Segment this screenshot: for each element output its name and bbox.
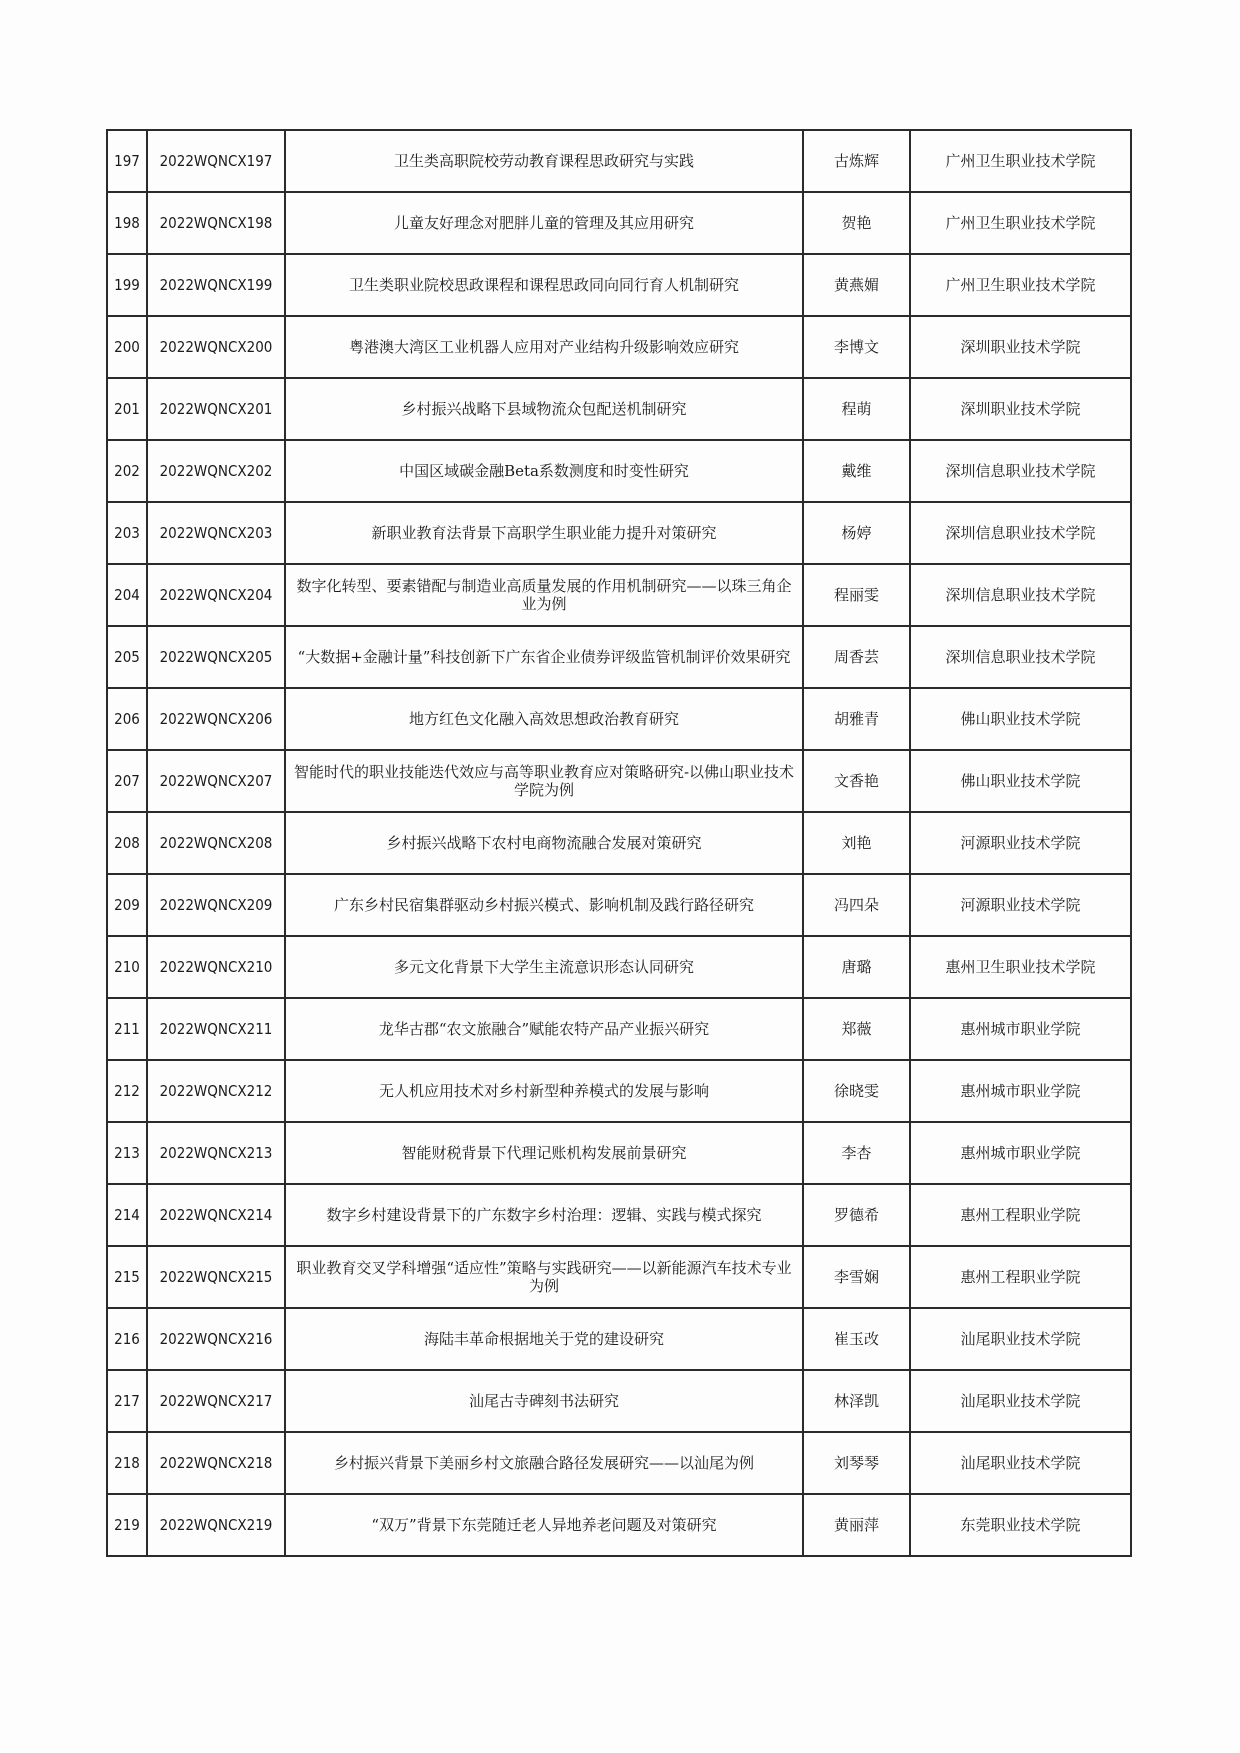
row-number: 219	[107, 1494, 147, 1556]
row-number: 210	[107, 936, 147, 998]
project-leader: 黄丽萍	[803, 1494, 910, 1556]
project-code: 2022WQNCX208	[147, 812, 285, 874]
table-row	[107, 378, 1131, 440]
project-leader: 文香艳	[803, 750, 910, 812]
project-code: 2022WQNCX213	[147, 1122, 285, 1184]
project-title: 智能财税背景下代理记账机构发展前景研究	[285, 1122, 803, 1184]
table-row	[107, 936, 1131, 998]
project-title: 多元文化背景下大学生主流意识形态认同研究	[285, 936, 803, 998]
project-code: 2022WQNCX206	[147, 688, 285, 750]
project-leader: 古炼辉	[803, 130, 910, 192]
project-title: 中国区域碳金融Beta系数测度和时变性研究	[285, 440, 803, 502]
school-name: 佛山职业技术学院	[910, 750, 1131, 812]
project-leader: 徐晓雯	[803, 1060, 910, 1122]
project-leader: 刘琴琴	[803, 1432, 910, 1494]
school-name: 深圳信息职业技术学院	[910, 440, 1131, 502]
table-row	[107, 1370, 1131, 1432]
school-name: 惠州工程职业学院	[910, 1246, 1131, 1308]
project-leader: 罗德希	[803, 1184, 910, 1246]
project-leader: 林泽凯	[803, 1370, 910, 1432]
row-number: 202	[107, 440, 147, 502]
school-name: 东莞职业技术学院	[910, 1494, 1131, 1556]
row-number: 209	[107, 874, 147, 936]
table-row	[107, 812, 1131, 874]
project-code: 2022WQNCX205	[147, 626, 285, 688]
school-name: 深圳职业技术学院	[910, 378, 1131, 440]
row-number: 197	[107, 130, 147, 192]
table-row	[107, 626, 1131, 688]
school-name: 广州卫生职业技术学院	[910, 254, 1131, 316]
school-name: 汕尾职业技术学院	[910, 1432, 1131, 1494]
table-row	[107, 502, 1131, 564]
project-code: 2022WQNCX211	[147, 998, 285, 1060]
table-row	[107, 130, 1131, 192]
row-number: 205	[107, 626, 147, 688]
project-code: 2022WQNCX214	[147, 1184, 285, 1246]
table-body	[107, 130, 1131, 1556]
project-leader: 李杏	[803, 1122, 910, 1184]
project-code: 2022WQNCX216	[147, 1308, 285, 1370]
project-code: 2022WQNCX209	[147, 874, 285, 936]
project-code: 2022WQNCX198	[147, 192, 285, 254]
project-leader: 李博文	[803, 316, 910, 378]
school-name: 广州卫生职业技术学院	[910, 130, 1131, 192]
project-code: 2022WQNCX207	[147, 750, 285, 812]
row-number: 214	[107, 1184, 147, 1246]
project-code: 2022WQNCX217	[147, 1370, 285, 1432]
school-name: 佛山职业技术学院	[910, 688, 1131, 750]
table-row	[107, 1184, 1131, 1246]
school-name: 惠州城市职业学院	[910, 998, 1131, 1060]
project-title: “双万”背景下东莞随迁老人异地养老问题及对策研究	[285, 1494, 803, 1556]
project-title: 乡村振兴背景下美丽乡村文旅融合路径发展研究——以汕尾为例	[285, 1432, 803, 1494]
school-name: 汕尾职业技术学院	[910, 1370, 1131, 1432]
school-name: 惠州城市职业学院	[910, 1122, 1131, 1184]
school-name: 深圳信息职业技术学院	[910, 564, 1131, 626]
school-name: 惠州卫生职业技术学院	[910, 936, 1131, 998]
project-code: 2022WQNCX202	[147, 440, 285, 502]
project-title: 数字化转型、要素错配与制造业高质量发展的作用机制研究——以珠三角企业为例	[285, 564, 803, 626]
project-leader: 唐璐	[803, 936, 910, 998]
project-leader: 程丽雯	[803, 564, 910, 626]
row-number: 199	[107, 254, 147, 316]
table-row	[107, 192, 1131, 254]
project-leader: 胡雅青	[803, 688, 910, 750]
row-number: 201	[107, 378, 147, 440]
table-row	[107, 1060, 1131, 1122]
project-title: 海陆丰革命根据地关于党的建设研究	[285, 1308, 803, 1370]
project-title: 智能时代的职业技能迭代效应与高等职业教育应对策略研究-以佛山职业技术学院为例	[285, 750, 803, 812]
row-number: 206	[107, 688, 147, 750]
table-row	[107, 1308, 1131, 1370]
row-number: 207	[107, 750, 147, 812]
table-row	[107, 998, 1131, 1060]
table-row	[107, 316, 1131, 378]
project-title: 无人机应用技术对乡村新型种养模式的发展与影响	[285, 1060, 803, 1122]
project-title: 龙华古郡“农文旅融合”赋能农特产品产业振兴研究	[285, 998, 803, 1060]
project-code: 2022WQNCX219	[147, 1494, 285, 1556]
table-row	[107, 1494, 1131, 1556]
project-title: 职业教育交叉学科增强“适应性”策略与实践研究——以新能源汽车技术专业为例	[285, 1246, 803, 1308]
table-row	[107, 1432, 1131, 1494]
project-code: 2022WQNCX204	[147, 564, 285, 626]
project-leader: 程萌	[803, 378, 910, 440]
project-title: 地方红色文化融入高效思想政治教育研究	[285, 688, 803, 750]
school-name: 河源职业技术学院	[910, 874, 1131, 936]
table-row	[107, 440, 1131, 502]
project-title: 乡村振兴战略下县域物流众包配送机制研究	[285, 378, 803, 440]
project-code: 2022WQNCX212	[147, 1060, 285, 1122]
row-number: 208	[107, 812, 147, 874]
project-leader: 刘艳	[803, 812, 910, 874]
project-code: 2022WQNCX197	[147, 130, 285, 192]
table-row	[107, 874, 1131, 936]
row-number: 212	[107, 1060, 147, 1122]
school-name: 河源职业技术学院	[910, 812, 1131, 874]
table-row	[107, 254, 1131, 316]
project-title: 汕尾古寺碑刻书法研究	[285, 1370, 803, 1432]
row-number: 204	[107, 564, 147, 626]
project-code: 2022WQNCX203	[147, 502, 285, 564]
row-number: 211	[107, 998, 147, 1060]
project-title: 儿童友好理念对肥胖儿童的管理及其应用研究	[285, 192, 803, 254]
table-row	[107, 1246, 1131, 1308]
project-title: 新职业教育法背景下高职学生职业能力提升对策研究	[285, 502, 803, 564]
project-leader: 李雪娴	[803, 1246, 910, 1308]
project-title: 卫生类高职院校劳动教育课程思政研究与实践	[285, 130, 803, 192]
project-title: 粤港澳大湾区工业机器人应用对产业结构升级影响效应研究	[285, 316, 803, 378]
row-number: 217	[107, 1370, 147, 1432]
project-leader: 黄燕媚	[803, 254, 910, 316]
project-leader: 周香芸	[803, 626, 910, 688]
school-name: 广州卫生职业技术学院	[910, 192, 1131, 254]
row-number: 200	[107, 316, 147, 378]
table-row	[107, 750, 1131, 812]
project-title: 数字乡村建设背景下的广东数字乡村治理：逻辑、实践与模式探究	[285, 1184, 803, 1246]
school-name: 惠州城市职业学院	[910, 1060, 1131, 1122]
school-name: 深圳信息职业技术学院	[910, 626, 1131, 688]
row-number: 198	[107, 192, 147, 254]
school-name: 汕尾职业技术学院	[910, 1308, 1131, 1370]
row-number: 203	[107, 502, 147, 564]
project-leader: 戴维	[803, 440, 910, 502]
project-title: 卫生类职业院校思政课程和课程思政同向同行育人机制研究	[285, 254, 803, 316]
table-row	[107, 1122, 1131, 1184]
project-code: 2022WQNCX201	[147, 378, 285, 440]
table-row	[107, 688, 1131, 750]
project-leader: 贺艳	[803, 192, 910, 254]
school-name: 深圳职业技术学院	[910, 316, 1131, 378]
project-title: “大数据+金融计量”科技创新下广东省企业债券评级监管机制评价效果研究	[285, 626, 803, 688]
row-number: 218	[107, 1432, 147, 1494]
project-leader: 崔玉改	[803, 1308, 910, 1370]
school-name: 惠州工程职业学院	[910, 1184, 1131, 1246]
row-number: 213	[107, 1122, 147, 1184]
table-row	[107, 564, 1131, 626]
project-code: 2022WQNCX210	[147, 936, 285, 998]
project-code: 2022WQNCX215	[147, 1246, 285, 1308]
project-code: 2022WQNCX199	[147, 254, 285, 316]
project-leader: 郑薇	[803, 998, 910, 1060]
project-code: 2022WQNCX200	[147, 316, 285, 378]
row-number: 215	[107, 1246, 147, 1308]
project-title: 广东乡村民宿集群驱动乡村振兴模式、影响机制及践行路径研究	[285, 874, 803, 936]
row-number: 216	[107, 1308, 147, 1370]
school-name: 深圳信息职业技术学院	[910, 502, 1131, 564]
project-code: 2022WQNCX218	[147, 1432, 285, 1494]
project-leader: 杨婷	[803, 502, 910, 564]
project-leader: 冯四朵	[803, 874, 910, 936]
project-table	[106, 129, 1132, 1557]
project-title: 乡村振兴战略下农村电商物流融合发展对策研究	[285, 812, 803, 874]
